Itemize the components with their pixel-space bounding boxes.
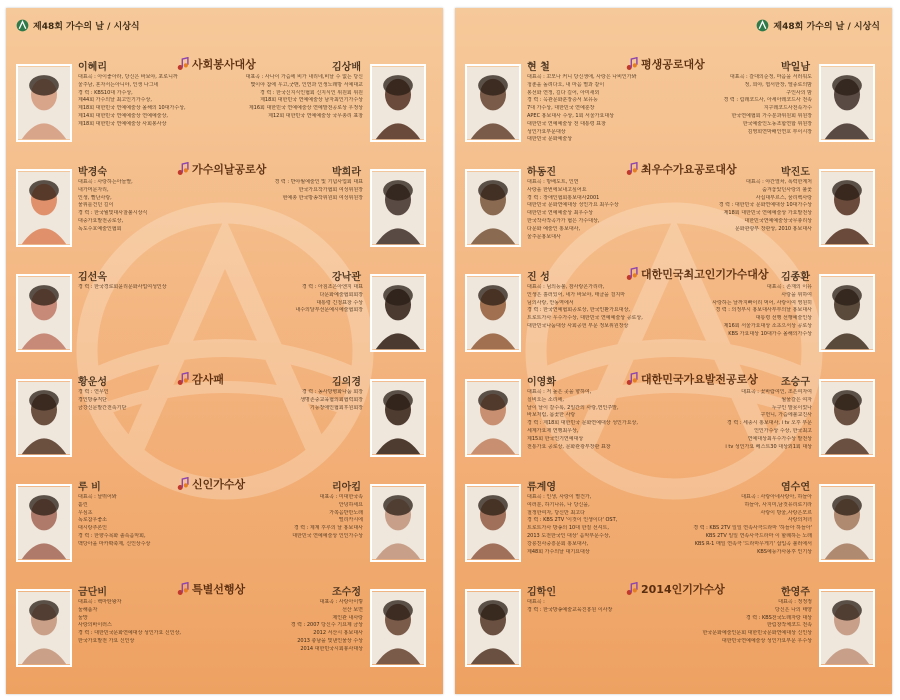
music-note-icon (625, 267, 639, 281)
career-line: 대표곡 : 정정정 (778, 599, 812, 605)
career-line: 월물갈은 여자 (781, 396, 812, 403)
person-silhouette-icon (821, 486, 873, 560)
person-name: 한영주 (781, 587, 810, 598)
career-list (213, 494, 363, 541)
career-line: 대표곡 : (527, 599, 545, 605)
award-entry (455, 581, 892, 685)
career-line: 경 력 : 한국방송예술교육진흥원 이사장 (527, 606, 613, 613)
career-line: 경 력 : 2007 당신수 기요제 금상 (290, 622, 363, 629)
career-line: 떨리카시에 (338, 517, 363, 524)
career-line: 대한민국 연예예술상 최우수상 (527, 210, 593, 217)
person-silhouette-icon (467, 486, 519, 560)
portrait-photo (16, 589, 72, 667)
career-line: 경 력 : KBS 2TV 일일 연속사극드라마 '하늘아 하늘아' (693, 525, 812, 532)
career-line: 홀린 (78, 501, 88, 508)
career-line: 대표곡 : 사랑하는아들딸, (78, 179, 133, 185)
career-list (78, 179, 228, 234)
career-line: 님의사랑, 안동역에서 (527, 299, 574, 306)
career-line: 대한민국 연예예술상 전 대통령 표창 (527, 120, 606, 127)
career-line: 가쪽음반만노래 (329, 509, 363, 516)
portrait-photo (370, 64, 426, 142)
career-list (662, 494, 812, 556)
career-line: 경 력 : 제계 후루의 날 홍보대사 (293, 525, 363, 532)
career-list (213, 179, 363, 202)
portrait-photo (370, 589, 426, 667)
person-silhouette-icon (372, 171, 424, 245)
person-silhouette-icon (467, 171, 519, 245)
career-line: KBS 2TV 일일 연속사극드라마 이 할례하는 노래 (705, 532, 812, 539)
career-line: 대표곡 : 사랑아네사랑아, 하늘아 (741, 494, 812, 500)
right-page (455, 8, 892, 694)
career-line: 울주문홍보대사 (527, 233, 561, 240)
career-line: 경 력 : 장애인협회홍보대사2001 (527, 194, 600, 201)
career-line: 경 력 : 연무인 (78, 389, 109, 395)
career-line: 2013 충남을 빛낸인물상 수상 (297, 637, 363, 644)
career-line: 구먼니, 가슴에불교진사 (760, 412, 812, 419)
person-name: 김상배 (332, 62, 361, 73)
career-list (78, 494, 228, 549)
career-line: 경 력 : KBS전국노래자랑 대상 (745, 614, 812, 621)
person-name: 루 비 (78, 482, 101, 493)
award-title (176, 161, 266, 177)
award-entry (455, 56, 892, 160)
portrait-photo (465, 589, 521, 667)
person-name: 염수연 (781, 482, 810, 493)
person-silhouette-icon (372, 66, 424, 140)
portrait-photo (465, 379, 521, 457)
career-list (662, 284, 812, 339)
career-line: 사랑하는 날까지빠이리 먹어, 사랑이여 영원히 (712, 299, 812, 306)
career-list (213, 389, 363, 412)
career-line: 독도수호예술인협회 (78, 225, 122, 232)
career-line: 대통령 긴청표창 수상 (316, 299, 363, 306)
career-line: 사랑의처녀 (787, 517, 812, 524)
page-header-title: 제48회 가수의 날 / 시상식 (33, 21, 140, 32)
award-entry (6, 371, 443, 475)
person-name: 김선옥 (78, 272, 107, 283)
award-title (176, 581, 245, 597)
person-silhouette-icon (821, 66, 873, 140)
award-title-text: 대한민국최고인기가수대상 (641, 268, 769, 281)
career-line: 실비오는 소리에, (527, 396, 564, 403)
career-line: 경 력 : 한국경로회윤리문화사업여성인상 (78, 284, 167, 290)
portrait-photo (465, 64, 521, 142)
career-line: i tv 성인가요 베스트30 대상외1회 대상 (725, 443, 812, 450)
person-silhouette-icon (821, 591, 873, 665)
career-line: 경 력 : 농사방병화나눔 회장 (301, 389, 363, 395)
career-line: 대표곡 : 갈대의순정, 마음을 서러워도 (729, 74, 812, 80)
career-line: 성인가요부문대상 (527, 128, 566, 135)
career-line: 대표곡 : 사랑아이렇 (319, 599, 363, 605)
portrait-photo (16, 484, 72, 562)
career-line: 하늘아, 사지미,남것유리로기라 (744, 501, 812, 508)
person-name: 이영화 (527, 377, 556, 388)
career-line: 대통령 선행 선행예술인상 (755, 315, 812, 322)
award-title-text: 감사패 (192, 373, 224, 386)
career-line: 트로트가사 우수가수상, 대한민국 연예예술상 공로상, (527, 315, 643, 322)
left-page (6, 8, 443, 694)
person-silhouette-icon (372, 381, 424, 455)
person-silhouette-icon (18, 66, 70, 140)
career-line: 경 력 : KBS 2TV '이것이 인생이다' OST, (527, 517, 618, 524)
career-line: 내수의달부선문예시예술협회장 (295, 307, 363, 314)
career-list (527, 284, 677, 331)
career-line: 한국예술인노동조합연합 위원장 (742, 120, 812, 127)
career-line: 대표곡 : 미대한국속 (319, 494, 363, 500)
award-title-text: 가수의날공로상 (192, 163, 267, 176)
award-entry (455, 371, 892, 475)
career-line: KBS R-1 매일 연속극 '드라마우게기' 삽입곡 불러에서 (694, 540, 812, 547)
person-silhouette-icon (372, 276, 424, 350)
person-name: 박희라 (332, 167, 361, 178)
page-header (756, 17, 880, 33)
career-line: 경 력 : 세종시 홍보대사, i tv 오후 부문 (726, 420, 812, 427)
career-line: 기능장애인협회후원회장 (309, 404, 363, 411)
person-name: 이혜리 (78, 62, 107, 73)
career-line: 경 력 : 대한민국문화연예대상 성인가요 신인상, (78, 630, 181, 637)
person-name: 황운성 (78, 377, 107, 388)
award-title (625, 581, 725, 597)
career-line: 한국문화예술인문회 대한민국문화연예대상 신인상 (702, 630, 812, 637)
person-name: 박경숙 (78, 167, 107, 178)
career-line: 인생, 빨난사랑, (78, 194, 112, 201)
award-title (176, 476, 245, 492)
person-name: 강낙관 (332, 272, 361, 283)
person-silhouette-icon (467, 381, 519, 455)
music-note-icon (625, 162, 639, 176)
award-title-text: 특별선행상 (192, 583, 246, 596)
career-line: 대한민국 연예예술상 인인가수상 (292, 532, 363, 539)
career-list (527, 599, 677, 615)
career-line: 대표곡 : 방배도트, 인연 (527, 179, 579, 185)
person-name: 하동진 (527, 167, 556, 178)
career-line: 사랑이 방울,사랑은모르 (760, 509, 812, 516)
career-line: 경 력 : 한국월빛대사찰불시상식 (78, 210, 148, 217)
music-note-icon (176, 582, 190, 596)
career-line: 대표곡 : 님의등불, 잠사랑온가리라, (527, 284, 605, 290)
career-line: 경 력 : 제18회 대한민국 문화연예대상 성인가요상, (527, 420, 638, 427)
career-list (213, 284, 363, 315)
career-list (527, 179, 677, 241)
award-title-text: 신인가수상 (192, 478, 246, 491)
career-line: 경 력 : 한국연예협회공로상, 한국인환가요대상, (527, 307, 630, 314)
person-silhouette-icon (821, 171, 873, 245)
person-name: 리아킴 (332, 482, 361, 493)
career-line: 제18회 대한민국 연예예술상 사회봉사상 (78, 120, 167, 127)
career-line: 생명존중교육협의회협력회장 (300, 396, 363, 403)
career-line: 여러분, 하기나유, 나 당신을, (527, 501, 590, 508)
person-silhouette-icon (467, 66, 519, 140)
emblem-icon (756, 19, 769, 32)
portrait-photo (819, 379, 875, 457)
career-line: 대표곡 : 야간열차, 폭력한계처 (745, 179, 812, 185)
music-note-icon (625, 57, 639, 71)
career-line: 대한민국 문화연예대상 성인가요 최우수상 (527, 202, 619, 209)
career-line: 대표곡 : 날뛰어봐 (78, 494, 117, 500)
career-list (662, 179, 812, 234)
award-entry (6, 161, 443, 265)
career-line: 제44회 가수의날 최고인기가수상, (78, 97, 152, 104)
career-line: 한림창작체코드 전속 (766, 622, 812, 629)
career-line: 청춘을 돌려다오, 내 마음 별과 같이 (527, 81, 605, 88)
portrait-photo (819, 64, 875, 142)
career-line: 경 력 : 옥관문화훈장증서 보유등 (527, 97, 598, 104)
career-line: 대표곡 : 꽃바람여인, 조은여자여 (741, 389, 812, 395)
person-name: 김의경 (332, 377, 361, 388)
portrait-photo (16, 379, 72, 457)
career-line: 경 력 : 반야월예술인 및 기념사업회 대표 (274, 179, 363, 185)
award-entry (455, 161, 892, 265)
person-silhouette-icon (18, 381, 70, 455)
career-list (662, 389, 812, 451)
career-line: 다문화예술협회회장 (319, 291, 363, 298)
award-entry (455, 266, 892, 370)
career-line: 사십대부르스, 꿈리벡사랑 (755, 194, 812, 201)
career-line: 날이 날이 갈수록, 2일간의 사랑,연인주말, (527, 404, 619, 411)
career-line: 맥당아을 마카롹축제, 신인상수상 (78, 540, 151, 547)
person-silhouette-icon (18, 171, 70, 245)
award-title-text: 사회봉사대상 (192, 58, 256, 71)
person-name: 금단비 (78, 587, 107, 598)
portrait-photo (370, 274, 426, 352)
portrait-photo (819, 169, 875, 247)
music-note-icon (176, 372, 190, 386)
career-line: 전통가요 공로상, 문화관광부장관 표창 (527, 443, 611, 450)
award-title (176, 56, 256, 72)
career-list (662, 74, 812, 136)
award-title (176, 371, 224, 387)
person-name: 박일남 (781, 62, 810, 73)
career-line: 대시랑추론인 (78, 525, 107, 532)
music-note-icon (625, 372, 639, 386)
career-line: 경 력 : 한향수목화 솔속음악회, (78, 532, 146, 539)
person-name: 류계영 (527, 482, 556, 493)
career-line: 봉선화 연정, 길다 길어, 아미새외 (527, 89, 600, 96)
career-list (78, 284, 228, 292)
career-line: 제16회 서울가요대상 소초으서상 공로상 (723, 322, 812, 329)
portrait-photo (819, 589, 875, 667)
career-line: KBS예능가사용후 인기상 (757, 548, 812, 555)
person-silhouette-icon (18, 591, 70, 665)
award-entry (6, 266, 443, 370)
portrait-photo (819, 274, 875, 352)
career-line: 지구레코드사전속가수 (763, 105, 812, 112)
award-title-text: 대한민국가요발전공로상 (641, 373, 758, 386)
career-line: 한국가요발전 가요 신인상 (78, 637, 135, 644)
career-line: 제18회 대한민국 연예예술상 남자최인기가수상 (260, 97, 363, 104)
award-entry (6, 56, 443, 160)
career-line: 몇이야 참에 우고,굿맨, 인연과 인생노래방 서예대교 (250, 81, 363, 88)
emblem-icon (16, 19, 29, 32)
career-line: 제48회 가수의날 대기요대상 (527, 548, 590, 555)
career-line: 인인가수상 수상, 한국최고 (754, 427, 812, 434)
career-line: 사랑을 한번에보내고싶어요 (527, 186, 587, 193)
career-line: 대표곡 : 아이좋아라, 당신은 바보야, 포로니까 (78, 74, 178, 80)
career-list (662, 599, 812, 646)
person-silhouette-icon (372, 486, 424, 560)
career-line: 제15회 한국인기연예대상 (527, 435, 584, 442)
person-silhouette-icon (372, 591, 424, 665)
career-list (213, 599, 363, 654)
person-name: 진 성 (527, 272, 550, 283)
portrait-photo (16, 169, 72, 247)
career-line: 사랑의바이러스 (78, 622, 112, 629)
career-line: 제14회 대한민국 연예예술상 연예예술상, (78, 112, 169, 119)
career-line: 안녕하세요 (338, 501, 363, 508)
career-line: 김영희연막배인연호 부이시장 (747, 128, 812, 135)
portrait-photo (16, 64, 72, 142)
career-line: 2014 대한민국시회봉사대상 (300, 645, 363, 652)
music-note-icon (176, 477, 190, 491)
career-line: 당신은 나의 태양 (775, 606, 812, 613)
career-line: 울주남, 혼자서는아니야, 인생 나그네 (78, 81, 159, 88)
career-line: 제인관 내사랑 (332, 614, 363, 621)
career-line: 금강신문발간전속기단 (78, 404, 127, 411)
career-line: 사랑을 위하여 (781, 291, 812, 298)
award-title-text: 2014인기가수상 (641, 583, 725, 596)
portrait-photo (16, 274, 72, 352)
person-name: 조승구 (781, 377, 810, 388)
career-line: 한국가요작가협회 여성위원장 (298, 186, 363, 193)
person-silhouette-icon (18, 276, 70, 350)
career-line: 철정한여자, 당신만 최고다 (527, 509, 585, 516)
award-title-text: 평생공로대상 (641, 58, 705, 71)
career-line: 트로트가사 방송의 10대 한질 선셔트, (527, 525, 609, 532)
career-line: 대한민국나눔대상 사회공헌 부문 정보위원장상 (527, 322, 629, 329)
career-line: 한국작사작곡가가 협은 가수대상, (527, 217, 600, 224)
portrait-photo (370, 169, 426, 247)
portrait-photo (465, 274, 521, 352)
page-header (16, 17, 140, 33)
career-line: 연예대상최우수가수상 발전상 (747, 435, 812, 442)
career-line: 경 력 : 림래코드사, 아세아레코드사 전속 (723, 97, 812, 104)
career-line: 2013 도전한국인 대상' 음악부문수상, (527, 532, 611, 539)
portrait-photo (819, 484, 875, 562)
career-line: 정, 희야, 엽서한장, 엘종로의밤 (744, 81, 812, 88)
career-line: 다문화 예술인 홍보대사, (527, 225, 581, 232)
career-line: 독로참우좋소 (78, 517, 107, 524)
career-line: 대한민국연예예술상국무총리상 (744, 217, 812, 224)
person-silhouette-icon (467, 276, 519, 350)
career-line: 경인방송직단 (78, 396, 107, 403)
career-line: 우심초 (78, 509, 93, 516)
career-line: 경 력 : KBS10대 가수상, (78, 89, 133, 96)
career-line: KBS 가요대상 10대가수 올해의가수상 (728, 330, 812, 337)
career-list (527, 494, 677, 556)
career-line: 세계가요제 연행최우상, (527, 427, 579, 434)
award-title (625, 56, 705, 72)
portrait-photo (370, 484, 426, 562)
career-list (213, 74, 363, 121)
person-silhouette-icon (821, 381, 873, 455)
award-title-text: 최우수가요공로대상 (641, 163, 737, 176)
career-line: 내가머문자리, (78, 186, 109, 193)
career-list (527, 389, 677, 451)
music-note-icon (176, 57, 190, 71)
career-line: 7대 가수상, 대한민국 연예훈장 (527, 105, 595, 112)
career-line: 대중가요발전공로상, (78, 217, 124, 224)
music-note-icon (625, 582, 639, 596)
career-line: 인생은 흘러있어, 네가 바보야, 태클을 걸지마 (527, 291, 626, 298)
award-entry (6, 581, 443, 685)
career-line: 한국연예협회 가수분과위원회 위원장 (731, 112, 812, 119)
career-line: 대한민국연예예술상 성인가요부문 우수상 (721, 637, 812, 644)
career-line: 2012 서산시 홍보대사 (313, 630, 363, 637)
award-entry (455, 476, 892, 580)
career-line: 경 력 : 대한민국 문화연예대상 10대가수상 (718, 202, 812, 209)
career-line: 제18회 대한민국 연예예술상 가요발전상 (723, 210, 812, 217)
career-line: 물위를건던 길이 (78, 202, 114, 209)
career-line: 대한민국 문화예술상 (527, 136, 573, 143)
person-name: 조수정 (332, 587, 361, 598)
career-line: 누구인 말못이었나 (771, 404, 812, 411)
career-line: 현예총 한국방송작위원회 여성위원장 (282, 194, 363, 201)
person-name: 현 철 (527, 62, 550, 73)
person-silhouette-icon (821, 276, 873, 350)
award-entry (6, 476, 443, 580)
career-line: 제12회 대한민국 연예예술상 국무총리 표창 (268, 112, 363, 119)
career-line: 대표곡 : 저 높은 곳을 향하여, (527, 389, 592, 395)
career-line: 둘망 (78, 614, 88, 621)
career-line: 대표곡 : 인생, 사랑이 별건가, (527, 494, 592, 500)
career-line: 구인사의 밤 (786, 89, 812, 96)
person-silhouette-icon (467, 591, 519, 665)
career-line: 바보처럼, 몸꽃한 사랑 (527, 412, 576, 419)
career-list (78, 389, 228, 412)
career-line: 둘해품자 (78, 606, 98, 613)
career-line: 대표곡 : 백마탄왕자 (78, 599, 122, 605)
career-list (78, 599, 228, 646)
music-note-icon (176, 162, 190, 176)
page-header-title: 제48회 가수의 날 / 시상식 (773, 21, 880, 32)
career-line: 숨겨놓았던사랑의 불꽃 (762, 186, 812, 193)
person-name: 김학인 (527, 587, 556, 598)
career-line: 경 력 : 아침조은아엔지 대표 (301, 284, 363, 290)
career-list (527, 74, 677, 144)
person-name: 박진도 (781, 167, 810, 178)
portrait-photo (370, 379, 426, 457)
person-name: 김종환 (781, 272, 810, 283)
career-line: 대표곡 : 꼬모나 커니 당신생애, 사랑은 나비인가봐 (527, 74, 637, 80)
career-line: 강릉친사중흥문회 홍보대사, (527, 540, 589, 547)
award-title (625, 161, 737, 177)
award-title (625, 266, 769, 282)
portrait-photo (465, 169, 521, 247)
career-list (78, 74, 228, 129)
career-line: 문화관광부 장관상, 2010 홍보대사 (734, 225, 812, 232)
career-line: 대표곡 : 존재의 이유 (766, 284, 812, 290)
portrait-photo (465, 484, 521, 562)
career-line: 대표곡 : 사나이 가슴에 비가 내리네,비날 수 없는 당신 (245, 74, 363, 80)
person-silhouette-icon (18, 486, 70, 560)
award-title (625, 371, 758, 387)
career-line: 제18회 대한민국 연예예술상 올해의 10대가수상, (78, 105, 186, 112)
career-line: 경 력 : 한국신지식인협회 신지식인 위원회 위원 (260, 89, 363, 96)
career-line: APEC 홍보대사 수상, 1회 서울가요대상 (527, 112, 615, 119)
career-line: 경 력 : 의정부시 홍보대사부부의날 홍보대사 (715, 307, 812, 314)
career-line: 제16회 대한민국 연예예술상 연예발전공로상 우정상 (248, 105, 363, 112)
career-line: 선산 보면 (342, 606, 363, 613)
